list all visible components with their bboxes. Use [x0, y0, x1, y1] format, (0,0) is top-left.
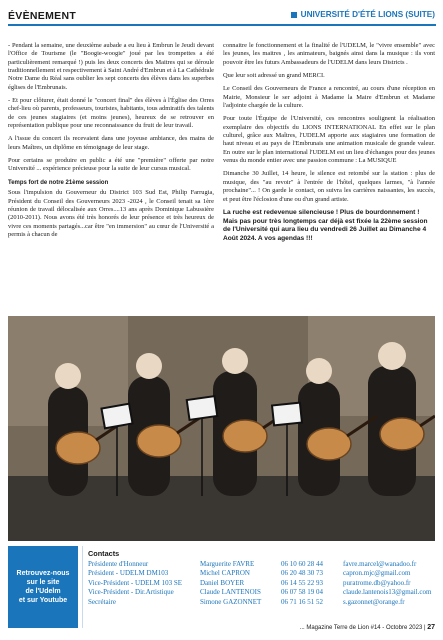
contact-role: Secrétaire — [88, 597, 116, 606]
left-column — [8, 42, 214, 244]
right-paragraph-4: Pour toute l'Équipe de l'Université, ces rencontres soulignent la réalisation exemplaire des objectifs du LIONS INTERNATIONAL En effet sur le plan culturel, grâce aux Maîtres, l'UDELM apporte aux stagiaires une formation de haut niveau et au pays de l'Embrunais une animation musicale de grande valeur. En outre sur le plan international l'UDELM est un lieu d'échanges pour des jeunes venus du monde entier avec une passion commune : La MUSIQUE — [223, 115, 435, 165]
header-rule-left — [8, 24, 208, 26]
header-rule-right — [200, 24, 436, 26]
page-footer — [300, 624, 435, 631]
contact-phone[interactable]: 06 71 16 51 52 — [281, 597, 323, 606]
right-paragraph-5: Dimanche 30 Juillet, 14 heure, le silence est retombé sur la station : plus de musique, des "au revoir" à l'entrée de l'hôtel, quelques larmes, "à l'année prochaine"... ! On garde le contact, on suivra les carrières naissantes, les succès, et peut être l'éclosion d'une ou d'un grand artiste. — [223, 170, 435, 203]
contact-role: Président - UDELM DM103 — [88, 569, 169, 578]
guitar-ensemble-photo — [8, 316, 435, 541]
contacts-title: Contacts — [88, 549, 120, 558]
contact-role: Présidente d'Honneur — [88, 559, 149, 568]
right-paragraph-3: Le Conseil des Gouverneurs de France a rencontré, au cours d'une réception en Mairie, Monsieur le ser adjoint à Madame la Maire d'Embrun et Madame l'adjointe chargée de la culture. — [223, 85, 435, 110]
contacts-table — [88, 549, 435, 608]
magazine-issue: ... Magazine Terre de Lion #14 - Octobre 2023 | — [299, 625, 426, 631]
contacts-footer — [8, 546, 435, 630]
contact-role: Vice-Président - UDELM 103 SE — [88, 578, 183, 587]
contact-row — [88, 579, 435, 589]
contact-email[interactable]: favre.marcel@wanadoo.fr — [343, 559, 417, 568]
contact-email[interactable]: s.gazonnet@orange.fr — [343, 597, 405, 606]
contact-role: Vice-Président - Dir.Artistique — [88, 588, 174, 597]
right-paragraph-2: Que leur soit adressé un grand MERCI. — [223, 72, 325, 80]
contact-name: Simone GAZONNET — [200, 597, 262, 606]
article-banner — [291, 10, 435, 19]
contact-email[interactable]: claude.lantenois13@gmail.com — [343, 588, 432, 597]
right-column — [223, 42, 435, 244]
left-paragraph-2: - Et pour clôturer, était donné le "concert final" des élèves à l'Église des Orres chef-lieu où parents, professeurs, touristes, habitants, tous admiratifs des talents de ces jeunes stagiaires (et moins jeunes), heureux de se retrouver en représentation publique pour une reconnaissance du fruit de leur travail. — [8, 97, 214, 130]
contact-name: Michel CAPRON — [200, 569, 250, 578]
photo-illustration — [8, 316, 435, 541]
section-title: ÉVÈNEMENT — [8, 10, 77, 22]
left-paragraph-3: A l'issue du concert ils recevaient dans une joyeuse ambiance, des mains de leurs Maîtres, un diplôme en témoignage de leur stage. — [8, 135, 214, 151]
contact-row — [88, 598, 435, 608]
left-paragraph-1: - Pendant la semaine, une deuxième aubade a eu lieu à Embrun le Jeudi devant l'Office de Tourisme (le "Boogie-woogie" joué par les trompettes a été particulièrement remarqué !) puis les deux concerts des Maitres qui se déroule traditionnellement et respectivement à Saint André d'Embrun et à La Cathédrale Notre Dame du Réal sans oublier les sept concerts des élèves dans les superbes églises de l'Embrunais. — [8, 42, 215, 91]
contact-phone[interactable]: 06 07 58 19 04 — [281, 588, 323, 597]
banner-text: UNIVERSITÉ D'ÉTÉ LIONS (SUITE) — [300, 10, 435, 19]
contact-row — [88, 560, 435, 570]
footer-divider — [82, 546, 83, 628]
page-number: 27 — [427, 624, 435, 631]
contact-email[interactable]: puratrome.db@yahoo.fr — [343, 578, 411, 587]
contact-name: Marguerite FAVRE — [200, 559, 255, 568]
contact-name: Claude LANTENOIS — [200, 588, 261, 597]
contact-row — [88, 588, 435, 598]
promo-line-1: Retrouvez-nous — [16, 570, 70, 577]
banner-square-icon — [291, 12, 297, 18]
contact-email[interactable]: capron.mjc@gmail.com — [343, 569, 411, 578]
promo-line-2: sur le site — [26, 579, 60, 586]
contact-phone[interactable]: 06 10 60 28 44 — [281, 559, 323, 568]
next-session-notice: La ruche est redevenue silencieuse ! Plus de bourdonnement ! Mais pas pour très longtemps car déjà est fixée la 22ème session de l'Université qui aura lieu du vendredi 26 Juillet au Dimanche 4 Août 2024. A vos agendas !!! — [223, 208, 428, 242]
left-paragraph-4: Pour certains se produire en public a été une "première" offerte par notre Université ... expérience précieuse pour la suite de leur cursus musical. — [8, 157, 214, 173]
contact-row — [88, 569, 435, 579]
session-subhead: Temps fort de notre 21ème session — [8, 179, 109, 186]
promo-line-3: de l'Udelm — [25, 588, 61, 595]
contact-phone[interactable]: 06 14 55 22 93 — [281, 578, 323, 587]
session-paragraph: Sous l'impulsion du Gouverneur du District 103 Sud Est, Philip Farrugia, Président du Conseil des Gouverneurs 2023 -2024 , le Conseil tenait sa 1ère réunion de travail délocalisée aux Orres....13 ans après Dominique Labussière (2010-2011). Nous avons été très honorés de leur présence et très heureux de vivre ces moments partagés...car être "en immersion" au cœur de l'Université a permis à chacun de — [8, 189, 214, 238]
promo-line-4: et sur Youtube — [18, 597, 68, 604]
contact-name: Daniel BOYER — [200, 578, 245, 587]
contact-phone[interactable]: 06 20 48 30 73 — [281, 569, 323, 578]
right-paragraph-1: connaitre le fonctionnement et la finalité de l'UDELM, le "vivre ensemble" avec les jeunes, les maitres , les animateurs, baignés ainsi dans la musique : ils vont pouvoir être les futurs Ambassadeurs de l'UDELM dans leurs Districts . — [223, 42, 435, 66]
page-header — [0, 0, 443, 36]
website-promo-box[interactable] — [8, 546, 78, 628]
